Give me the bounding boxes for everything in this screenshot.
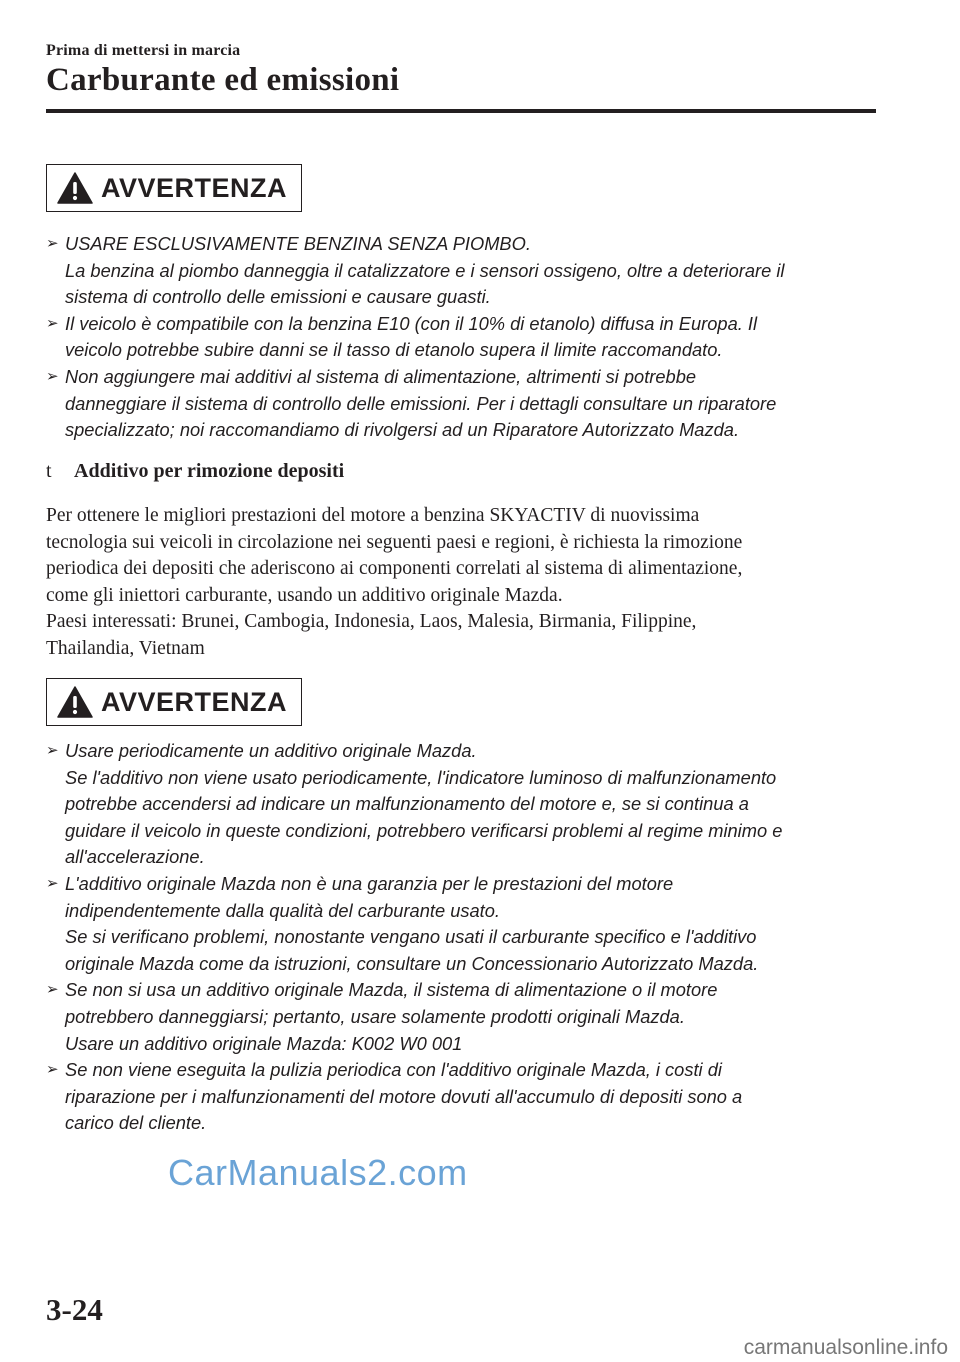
list-item-text: guidare il veicolo in queste condizioni, potrebbero verificarsi problemi al regime minimo e	[65, 819, 783, 841]
warning-box-1	[46, 164, 302, 212]
list-item-text: riparazione per i malfunzionamenti del motore dovuti all'accumulo di depositi sono a	[65, 1085, 743, 1107]
list-item-text: originale Mazda come da istruzioni, consultare un Concessionario Autorizzato Mazda.	[65, 952, 759, 974]
list-item-text: Usare periodicamente un additivo originale Mazda.	[65, 740, 477, 761]
list-item-text: danneggiare il sistema di controllo delle emissioni. Per i dettagli consultare un riparatore	[65, 392, 777, 414]
section-heading	[46, 460, 344, 483]
list-item	[46, 977, 866, 1057]
list-item-text: carico del cliente.	[65, 1112, 207, 1134]
list-item	[46, 1057, 866, 1137]
list-item-text: Se l'additivo non viene usato periodicamente, l'indicatore luminoso di malfunzionamento	[65, 766, 777, 788]
body-line: Paesi interessati: Brunei, Cambogia, Indonesia, Laos, Malesia, Birmania, Filippine,	[46, 611, 697, 633]
list-item-text: Se non si usa un additivo originale Mazda, il sistema di alimentazione o il motore	[65, 979, 718, 1001]
list-item-text: potrebbero danneggiarsi; pertanto, usare solamente prodotti originali Mazda.	[65, 1005, 685, 1027]
bullet-arrow-icon: ➢	[46, 981, 59, 999]
list-item-text: all'accelerazione.	[65, 846, 205, 868]
body-line: come gli iniettori carburante, usando un additivo originale Mazda.	[46, 584, 563, 606]
section-marker-icon: t	[46, 460, 52, 482]
section-heading-text: Additivo per rimozione depositi	[74, 460, 345, 482]
list-item-text: specializzato; noi raccomandiamo di rivolgersi ad un Riparatore Autorizzato Mazda.	[65, 419, 740, 441]
list-item-text: potrebbe accendersi ad indicare un malfunzionamento del motore e, se si continua a	[65, 793, 749, 815]
footer-site-link[interactable]: carmanualsonline.info	[743, 1336, 948, 1359]
list-item	[46, 364, 866, 444]
list-item	[46, 231, 866, 311]
bullet-arrow-icon: ➢	[46, 314, 59, 332]
list-item	[46, 311, 866, 364]
list-item-text: USARE ESCLUSIVAMENTE BENZINA SENZA PIOMBO.	[65, 233, 531, 254]
body-line: periodica dei depositi che aderiscono ai componenti correlati al sistema di alimentazione,	[46, 558, 743, 580]
warning-list-1	[46, 231, 866, 444]
list-item-text: La benzina al piombo danneggia il catalizzatore e i sensori ossigeno, oltre a deteriorare il	[65, 259, 785, 281]
bullet-arrow-icon: ➢	[46, 367, 59, 385]
list-item-text: Usare un additivo originale Mazda: K002 W0 001	[65, 1032, 463, 1054]
warning-label: AVVERTENZA	[101, 686, 288, 717]
body-line: Per ottenere le migliori prestazioni del motore a benzina SKYACTIV di nuovissima	[46, 505, 700, 526]
bullet-arrow-icon: ➢	[46, 742, 59, 759]
list-item	[46, 871, 866, 977]
warning-box-2	[46, 678, 302, 726]
page-title: Carburante ed emissioni	[46, 62, 400, 98]
watermark: CarManuals2.com	[168, 1152, 468, 1193]
bullet-arrow-icon: ➢	[46, 1061, 59, 1079]
list-item-text: Il veicolo è compatibile con la benzina E10 (con il 10% di etanolo) diffusa in Europa. Il	[65, 312, 758, 334]
section-body	[46, 503, 866, 663]
list-item-text: veicolo potrebbe subire danni se il tasso di etanolo supera il limite raccomandato.	[65, 339, 723, 361]
breadcrumb: Prima di mettersi in marcia	[46, 42, 241, 59]
list-item-text: Non aggiungere mai additivi al sistema di alimentazione, altrimenti si potrebbe	[65, 365, 697, 387]
page-number: 3-24	[46, 1292, 103, 1327]
list-item-text: sistema di controllo delle emissioni e causare guasti.	[65, 286, 491, 308]
title-divider	[46, 109, 876, 113]
warning-list-2	[46, 738, 866, 1137]
bullet-arrow-icon: ➢	[46, 235, 59, 252]
warning-triangle-icon	[57, 172, 93, 204]
body-line: Thailandia, Vietnam	[46, 637, 205, 659]
warning-label: AVVERTENZA	[101, 172, 288, 203]
bullet-arrow-icon: ➢	[46, 874, 59, 892]
list-item	[46, 738, 866, 871]
list-item-text: L'additivo originale Mazda non è una garanzia per le prestazioni del motore	[65, 872, 674, 894]
warning-triangle-icon	[57, 686, 93, 718]
list-item-text: indipendentemente dalla qualità del carburante usato.	[65, 899, 501, 921]
list-item-text: Se si verificano problemi, nonostante vengano usati il carburante specifico e l'additivo	[65, 926, 757, 948]
list-item-text: Se non viene eseguita la pulizia periodica con l'additivo originale Mazda, i costi di	[65, 1059, 722, 1081]
body-line: tecnologia sui veicoli in circolazione nei seguenti paesi e regioni, è richiesta la rimozione	[46, 531, 743, 553]
